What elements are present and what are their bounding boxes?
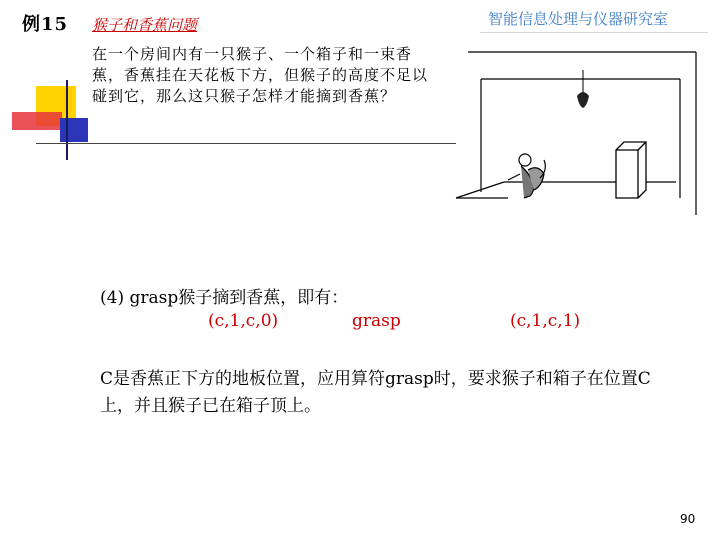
example-label: 例15 (22, 14, 69, 35)
explanation-text: C是香蕉正下方的地板位置，应用算符grasp时，要求猴子和箱子在位置C上，并且猴子已在箱子顶上。 (100, 369, 651, 416)
problem-statement: 在一个房间内有一只猴子、一个箱子和一束香蕉，香蕉挂在天花板下方，但猴子的高度不足以碰到它，那么这只猴子怎样才能摘到香蕉？ (92, 45, 429, 105)
deco-horizontal-line (36, 143, 456, 144)
monkey-icon (508, 154, 545, 198)
room-icon (456, 52, 696, 215)
monkey-banana-illustration (448, 40, 710, 218)
deco-blue-square (60, 118, 88, 142)
topic-title: 猴子和香蕉问题 (92, 16, 198, 34)
grasp-step: (4) grasp猴子摘到香蕉，即有： (100, 288, 349, 308)
state-after: (c,1,c,1) (510, 311, 581, 331)
deco-red-square (12, 112, 62, 130)
header-divider (480, 32, 708, 33)
box-icon (616, 142, 646, 198)
page-number: 90 (680, 512, 696, 526)
banana-icon (577, 70, 589, 108)
state-before: (c,1,c,0) (208, 311, 279, 331)
lab-name: 智能信息处理与仪器研究室 (488, 10, 669, 28)
deco-vertical-bar (66, 80, 68, 160)
operator-name: grasp (352, 311, 401, 331)
